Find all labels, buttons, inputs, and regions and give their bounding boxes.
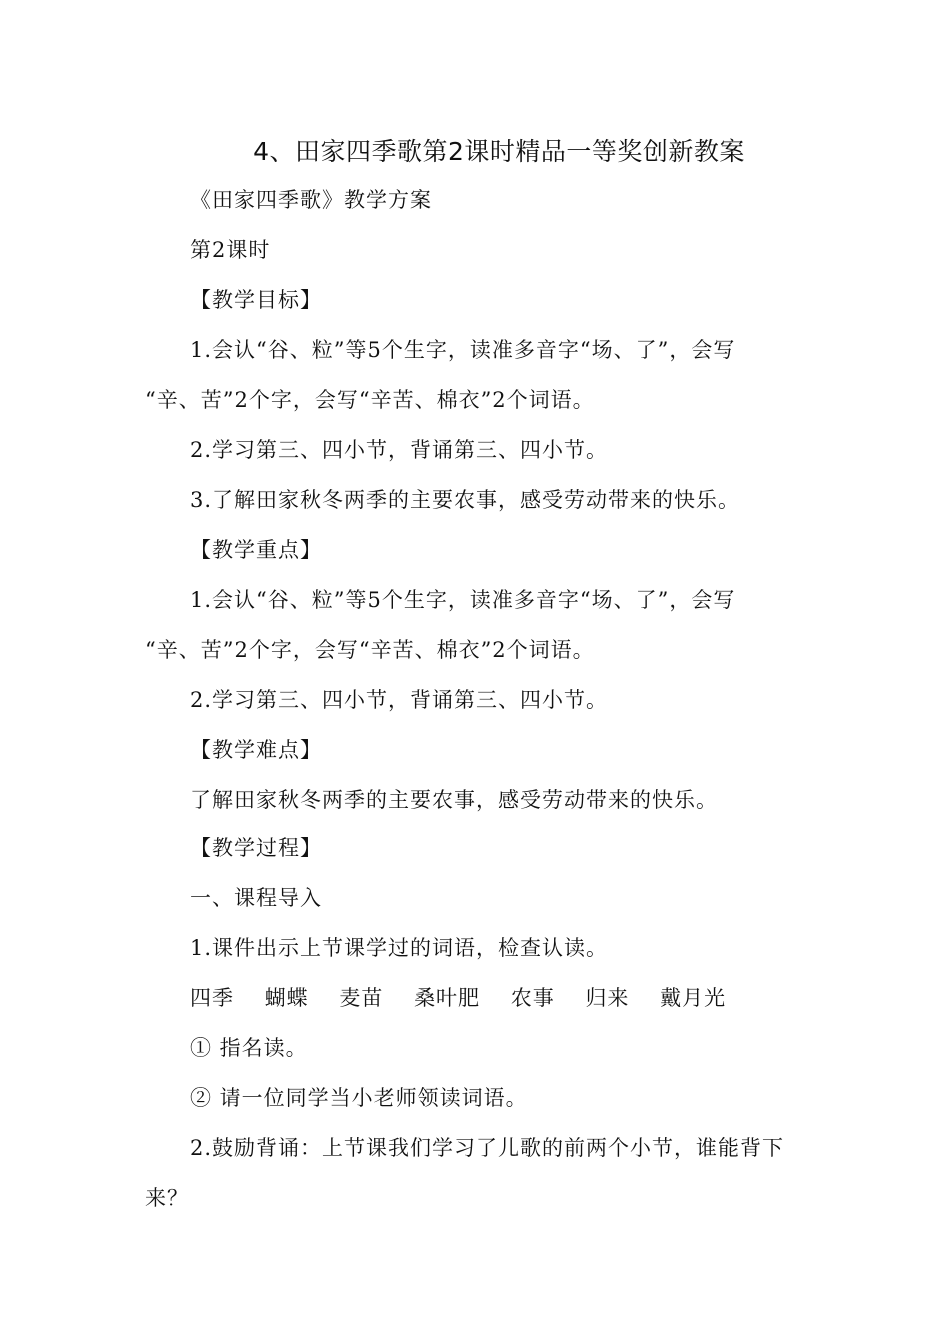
lesson-plan-subtitle: 《田家四季歌》教学方案 (190, 188, 432, 212)
key-points-heading: 【教学重点】 (190, 538, 322, 562)
lesson-period: 第2课时 (190, 238, 271, 262)
vocab-word: 农事 (510, 986, 555, 1010)
vocabulary-list (190, 982, 749, 1014)
vocab-word: 蝴蝶 (264, 986, 309, 1010)
difficulty-text: 了解田家秋冬两季的主要农事，感受劳动带来的快乐。 (190, 788, 718, 812)
vocab-word: 麦苗 (339, 986, 384, 1010)
goals-heading: 【教学目标】 (190, 288, 322, 312)
section-intro-heading: 一、课程导入 (190, 886, 322, 910)
vocab-word: 四季 (190, 986, 234, 1010)
vocab-word: 桑叶肥 (414, 986, 481, 1010)
key-point-1-line-2: “辛、苦”2个字，会写“辛苦、棉衣”2个词语。 (145, 638, 595, 662)
step-2-line-1: 2.鼓励背诵：上节课我们学习了儿歌的前两个小节，谁能背下 (190, 1136, 785, 1160)
step-2-line-2: 来？ (145, 1186, 189, 1210)
sub-step-1: ① 指名读。 (190, 1036, 308, 1060)
vocab-word: 归来 (585, 986, 630, 1010)
goal-3: 3.了解田家秋冬两季的主要农事，感受劳动带来的快乐。 (190, 488, 741, 512)
goal-1-line-1: 1.会认“谷、粒”等5个生字，读准多音字“场、了”，会写 (190, 338, 736, 362)
step-1: 1.课件出示上节课学过的词语，检查认读。 (190, 936, 609, 960)
key-point-1-line-1: 1.会认“谷、粒”等5个生字，读准多音字“场、了”，会写 (190, 588, 736, 612)
goal-2: 2.学习第三、四小节，背诵第三、四小节。 (190, 438, 609, 462)
vocab-word: 戴月光 (660, 986, 727, 1010)
goal-1-line-2: “辛、苦”2个字，会写“辛苦、棉衣”2个词语。 (145, 388, 595, 412)
document-title: 4、田家四季歌第2课时精品一等奖创新教案 (253, 137, 745, 166)
sub-step-2: ② 请一位同学当小老师领读词语。 (190, 1086, 528, 1110)
key-point-2: 2.学习第三、四小节，背诵第三、四小节。 (190, 688, 609, 712)
difficulty-heading: 【教学难点】 (190, 738, 322, 762)
process-heading: 【教学过程】 (190, 836, 322, 860)
